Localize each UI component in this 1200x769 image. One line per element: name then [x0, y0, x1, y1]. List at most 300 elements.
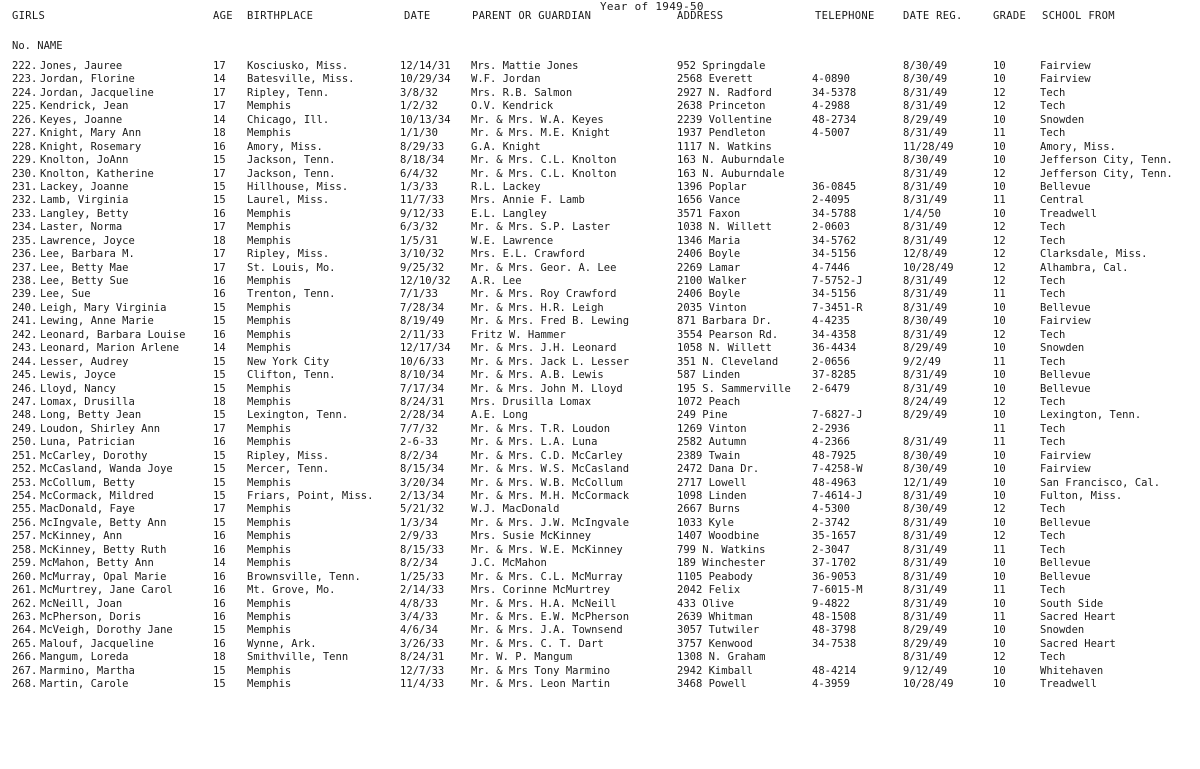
student-age: 17 [213, 100, 226, 113]
birthplace: Lexington, Tenn. [247, 409, 349, 422]
student-name: Jones, Jauree [40, 60, 123, 72]
school-from: Fulton, Miss. [1040, 490, 1123, 502]
birth-date: 2/14/33 [400, 584, 445, 597]
grade: 12 [993, 167, 1006, 180]
address: 2582 Autumn [677, 436, 747, 449]
school-from: Jefferson City, Tenn. [1040, 154, 1173, 167]
birth-date: 12/7/33 [400, 664, 445, 677]
page-title-year: Year of 1949-50 [600, 0, 704, 13]
date-registered: 9/12/49 [903, 664, 948, 677]
table-row [0, 638, 1200, 651]
row-number: 254. [12, 490, 38, 502]
row-number: 235. [12, 234, 38, 247]
header-parent: PARENT OR GUARDIAN [472, 10, 592, 22]
birth-date: 7/17/34 [400, 382, 445, 395]
grade: 10 [993, 463, 1006, 476]
birth-date: 3/26/33 [400, 637, 445, 650]
birth-date: 9/12/33 [400, 207, 445, 220]
grade: 11 [993, 422, 1006, 435]
row-number: 240. [12, 301, 38, 314]
table-row [0, 383, 1200, 396]
date-registered: 8/31/49 [903, 100, 948, 113]
student-name: McMahon, Betty Ann [40, 557, 154, 570]
student-age: 14 [213, 342, 226, 355]
telephone: 2-3742 [812, 516, 850, 529]
student-age: 17 [213, 167, 226, 180]
grade: 10 [993, 301, 1006, 314]
birthplace: Memphis [247, 207, 292, 220]
row-number: 249. [12, 422, 38, 435]
address: 3057 Tutwiler [677, 624, 760, 637]
birthplace: Memphis [247, 597, 292, 610]
school-from: Bellevue [1040, 301, 1091, 314]
address: 1117 N. Watkins [677, 140, 772, 153]
student-name: MacDonald, Faye [40, 503, 135, 516]
table-row [0, 544, 1200, 557]
address: 1396 Poplar [677, 180, 747, 193]
telephone: 7-6827-J [812, 409, 863, 422]
student-name: McCollum, Betty [40, 476, 135, 489]
school-from: Fairview [1040, 73, 1091, 86]
student-age: 15 [213, 154, 226, 167]
address: 1033 Kyle [677, 516, 734, 529]
address: 2638 Princeton [677, 100, 766, 113]
birth-date: 3/20/34 [400, 476, 445, 489]
school-from: Tech [1040, 127, 1066, 140]
student-age: 15 [213, 476, 226, 489]
student-age: 16 [213, 328, 226, 341]
parent-guardian: Mr. & Mrs. C.L. McMurray [471, 570, 623, 583]
date-registered: 8/31/49 [903, 490, 948, 502]
address: 2942 Kimball [677, 664, 753, 677]
row-number: 238. [12, 275, 38, 287]
student-age: 15 [213, 664, 226, 677]
telephone: 36-4434 [812, 342, 857, 355]
telephone: 2-3047 [812, 543, 850, 556]
school-from: Sacred Heart [1040, 637, 1116, 650]
grade: 10 [993, 664, 1006, 677]
date-registered: 8/31/49 [903, 301, 948, 314]
birthplace: Jackson, Tenn. [247, 154, 336, 167]
telephone: 34-5788 [812, 207, 857, 220]
address: 433 Olive [677, 597, 734, 610]
birthplace: Memphis [247, 436, 292, 449]
row-number: 229. [12, 154, 38, 167]
date-registered: 8/31/49 [903, 610, 948, 623]
telephone: 34-5762 [812, 234, 857, 247]
parent-guardian: Mr. W. P. Mangum [471, 651, 573, 664]
parent-guardian: Mrs. Drusilla Lomax [471, 395, 592, 408]
school-from: Whitehaven [1040, 664, 1104, 677]
date-registered: 8/31/49 [903, 234, 948, 247]
parent-guardian: Mrs. Susie McKinney [471, 530, 592, 543]
student-name: McCormack, Mildred [40, 490, 154, 502]
school-from: Bellevue [1040, 570, 1091, 583]
parent-guardian: Mr. & Mrs Tony Marmino [471, 664, 611, 677]
table-row [0, 490, 1200, 503]
table-row [0, 571, 1200, 584]
birth-date: 12/17/34 [400, 342, 451, 355]
parent-guardian: Mr. & Mrs. C.L. Knolton [471, 167, 617, 180]
birth-date: 2/11/33 [400, 328, 445, 341]
date-registered: 8/31/49 [903, 167, 948, 180]
grade: 12 [993, 234, 1006, 247]
table-row [0, 477, 1200, 490]
birth-date: 7/7/32 [400, 422, 438, 435]
student-age: 14 [213, 113, 226, 126]
telephone: 7-3451-R [812, 301, 863, 314]
grade: 12 [993, 503, 1006, 516]
row-number: 262. [12, 597, 38, 610]
parent-guardian: W.F. Jordan [471, 73, 541, 86]
telephone: 48-4214 [812, 664, 857, 677]
student-age: 18 [213, 651, 226, 664]
address: 2717 Lowell [677, 476, 747, 489]
grade: 11 [993, 610, 1006, 623]
parent-guardian: Mr. & Mrs. J.W. McIngvale [471, 516, 630, 529]
row-number: 223. [12, 73, 38, 86]
birthplace: Ripley, Miss. [247, 449, 330, 462]
birth-date: 11/4/33 [400, 678, 445, 691]
school-from: Central [1040, 194, 1085, 207]
date-registered: 8/30/49 [903, 503, 948, 516]
student-name: Lee, Barbara M. [40, 248, 135, 261]
table-row [0, 141, 1200, 154]
telephone: 36-9053 [812, 570, 857, 583]
address: 3757 Kenwood [677, 637, 753, 650]
telephone: 48-2734 [812, 113, 857, 126]
address: 163 N. Auburndale [677, 154, 785, 167]
birthplace: Memphis [247, 382, 292, 395]
address: 2667 Burns [677, 503, 741, 516]
parent-guardian: Mr. & Mrs. C.L. Knolton [471, 154, 617, 167]
parent-guardian: Mr. & Mrs. L.A. Luna [471, 436, 598, 449]
birth-date: 8/15/33 [400, 543, 445, 556]
table-row [0, 329, 1200, 342]
grade: 11 [993, 436, 1006, 449]
table-row [0, 275, 1200, 288]
student-age: 16 [213, 570, 226, 583]
row-number: 230. [12, 167, 38, 180]
address: 2472 Dana Dr. [677, 463, 760, 476]
birthplace: Memphis [247, 221, 292, 234]
table-row [0, 436, 1200, 449]
table-row [0, 208, 1200, 221]
address: 2406 Boyle [677, 288, 741, 301]
grade: 10 [993, 409, 1006, 422]
school-from: Snowden [1040, 342, 1085, 355]
date-registered: 8/31/49 [903, 436, 948, 449]
school-from: Clarksdale, Miss. [1040, 248, 1148, 261]
date-registered: 8/31/49 [903, 530, 948, 543]
grade: 10 [993, 449, 1006, 462]
student-age: 16 [213, 584, 226, 597]
birthplace: Laurel, Miss. [247, 194, 330, 207]
school-from: Fairview [1040, 60, 1091, 72]
birthplace: St. Louis, Mo. [247, 261, 336, 274]
student-name: Marmino, Martha [40, 664, 135, 677]
row-number: 245. [12, 369, 38, 382]
table-row [0, 154, 1200, 167]
address: 1656 Vance [677, 194, 741, 207]
table-row [0, 678, 1200, 691]
table-row [0, 611, 1200, 624]
address: 1072 Peach [677, 395, 741, 408]
grade: 10 [993, 369, 1006, 382]
date-registered: 12/8/49 [903, 248, 948, 261]
student-age: 15 [213, 301, 226, 314]
birthplace: Memphis [247, 610, 292, 623]
date-registered: 8/31/49 [903, 275, 948, 287]
student-age: 16 [213, 288, 226, 301]
grade: 12 [993, 86, 1006, 99]
date-registered: 8/31/49 [903, 382, 948, 395]
birthplace: Memphis [247, 301, 292, 314]
date-registered: 12/1/49 [903, 476, 948, 489]
student-age: 15 [213, 369, 226, 382]
school-from: Tech [1040, 543, 1066, 556]
birth-date: 12/10/32 [400, 275, 451, 287]
row-number: 241. [12, 315, 38, 328]
row-number: 237. [12, 261, 38, 274]
birth-date: 7/1/33 [400, 288, 438, 301]
grade: 10 [993, 624, 1006, 637]
grade: 10 [993, 180, 1006, 193]
telephone: 4-3959 [812, 678, 850, 691]
parent-guardian: Mr. & Mrs. W.A. Keyes [471, 113, 604, 126]
row-number: 261. [12, 584, 38, 597]
table-row [0, 409, 1200, 422]
row-number: 248. [12, 409, 38, 422]
parent-guardian: Mr. & Mrs. S.P. Laster [471, 221, 611, 234]
birth-date: 10/29/34 [400, 73, 451, 86]
birth-date: 8/10/34 [400, 369, 445, 382]
school-from: Fairview [1040, 315, 1091, 328]
header-girls: GIRLS [12, 10, 46, 22]
school-from: Lexington, Tenn. [1040, 409, 1142, 422]
row-number: 233. [12, 207, 38, 220]
student-age: 17 [213, 422, 226, 435]
student-name: Loudon, Shirley Ann [40, 422, 161, 435]
student-name: McNeill, Joan [40, 597, 123, 610]
row-number: 250. [12, 436, 38, 449]
student-name: Lawrence, Joyce [40, 234, 135, 247]
grade: 12 [993, 651, 1006, 664]
student-name: Knight, Mary Ann [40, 127, 142, 140]
student-name: Knight, Rosemary [40, 140, 142, 153]
date-registered: 10/28/49 [903, 678, 954, 691]
parent-guardian: Mr. & Mrs. Geor. A. Lee [471, 261, 617, 274]
student-age: 15 [213, 409, 226, 422]
date-registered: 10/28/49 [903, 261, 954, 274]
address: 1346 Maria [677, 234, 741, 247]
telephone: 7-6015-M [812, 584, 863, 597]
date-registered: 9/2/49 [903, 355, 941, 368]
school-from: Bellevue [1040, 516, 1091, 529]
student-name: Lomax, Drusilla [40, 395, 135, 408]
grade: 10 [993, 516, 1006, 529]
grade: 10 [993, 342, 1006, 355]
birthplace: Memphis [247, 342, 292, 355]
school-from: Bellevue [1040, 180, 1091, 193]
telephone: 2-0603 [812, 221, 850, 234]
school-from: Tech [1040, 86, 1066, 99]
address: 3554 Pearson Rd. [677, 328, 779, 341]
header-date-reg: DATE REG. [903, 10, 963, 22]
school-from: Snowden [1040, 624, 1085, 637]
table-row [0, 235, 1200, 248]
parent-guardian: Mr. & Mrs. M.H. McCormack [471, 490, 630, 502]
school-from: Fairview [1040, 449, 1091, 462]
birthplace: Memphis [247, 422, 292, 435]
birth-date: 1/2/32 [400, 100, 438, 113]
birth-date: 8/24/31 [400, 651, 445, 664]
row-number: 255. [12, 503, 38, 516]
telephone: 34-7538 [812, 637, 857, 650]
parent-guardian: Mr. & Mrs. H.R. Leigh [471, 301, 604, 314]
student-name: Lloyd, Nancy [40, 382, 116, 395]
school-from: Tech [1040, 422, 1066, 435]
birthplace: Jackson, Tenn. [247, 167, 336, 180]
parent-guardian: Mr. & Mrs. C. T. Dart [471, 637, 604, 650]
student-name: Leonard, Marion Arlene [40, 342, 180, 355]
school-from: Snowden [1040, 113, 1085, 126]
student-name: Lackey, Joanne [40, 180, 129, 193]
student-name: McIngvale, Betty Ann [40, 516, 167, 529]
birthplace: Brownsville, Tenn. [247, 570, 361, 583]
birthplace: Memphis [247, 234, 292, 247]
date-registered: 8/29/49 [903, 624, 948, 637]
student-name: Malouf, Jacqueline [40, 637, 154, 650]
birthplace: Memphis [247, 664, 292, 677]
birthplace: Memphis [247, 557, 292, 570]
address: 2042 Felix [677, 584, 741, 597]
student-age: 15 [213, 194, 226, 207]
table-row [0, 127, 1200, 140]
student-name: Lamb, Virginia [40, 194, 129, 207]
row-number: 225. [12, 100, 38, 113]
birthplace: Memphis [247, 476, 292, 489]
telephone: 37-1702 [812, 557, 857, 570]
birth-date: 1/25/33 [400, 570, 445, 583]
telephone: 37-8285 [812, 369, 857, 382]
row-number: 268. [12, 678, 38, 691]
row-number: 246. [12, 382, 38, 395]
date-registered: 8/31/49 [903, 221, 948, 234]
birth-date: 12/14/31 [400, 60, 451, 72]
date-registered: 11/28/49 [903, 140, 954, 153]
birth-date: 2/9/33 [400, 530, 438, 543]
telephone: 35-1657 [812, 530, 857, 543]
school-from: Tech [1040, 328, 1066, 341]
student-age: 17 [213, 221, 226, 234]
table-row [0, 168, 1200, 181]
telephone: 4-5300 [812, 503, 850, 516]
student-age: 14 [213, 557, 226, 570]
birth-date: 6/4/32 [400, 167, 438, 180]
header-address: ADDRESS [677, 10, 724, 22]
student-age: 15 [213, 382, 226, 395]
table-row [0, 194, 1200, 207]
telephone: 4-0890 [812, 73, 850, 86]
student-name: McCarley, Dorothy [40, 449, 148, 462]
student-name: Lee, Betty Mae [40, 261, 129, 274]
address: 2035 Vinton [677, 301, 747, 314]
student-name: McVeigh, Dorothy Jane [40, 624, 173, 637]
parent-guardian: Mr. & Mrs. Leon Martin [471, 678, 611, 691]
row-number: 227. [12, 127, 38, 140]
school-from: Tech [1040, 395, 1066, 408]
student-age: 16 [213, 637, 226, 650]
address: 3571 Faxon [677, 207, 741, 220]
grade: 12 [993, 395, 1006, 408]
header-telephone: TELEPHONE [815, 10, 875, 22]
row-number: 251. [12, 449, 38, 462]
row-number: 260. [12, 570, 38, 583]
birth-date: 8/2/34 [400, 557, 438, 570]
birthplace: Ripley, Tenn. [247, 86, 330, 99]
parent-guardian: Mr. & Mrs. Fred B. Lewing [471, 315, 630, 328]
table-row [0, 181, 1200, 194]
student-age: 16 [213, 275, 226, 287]
address: 249 Pine [677, 409, 728, 422]
parent-guardian: Mr. & Mrs. A.B. Lewis [471, 369, 604, 382]
birth-date: 11/7/33 [400, 194, 445, 207]
school-from: San Francisco, Cal. [1040, 476, 1161, 489]
parent-guardian: R.L. Lackey [471, 180, 541, 193]
student-age: 16 [213, 207, 226, 220]
student-age: 17 [213, 248, 226, 261]
student-age: 16 [213, 543, 226, 556]
table-row [0, 87, 1200, 100]
date-registered: 8/31/49 [903, 584, 948, 597]
header-birthplace: BIRTHPLACE [247, 10, 314, 22]
address: 2406 Boyle [677, 248, 741, 261]
date-registered: 8/30/49 [903, 73, 948, 86]
address: 1038 N. Willett [677, 221, 772, 234]
table-row [0, 423, 1200, 436]
grade: 11 [993, 194, 1006, 207]
birth-date: 10/6/33 [400, 355, 445, 368]
grade: 10 [993, 678, 1006, 691]
date-registered: 8/31/49 [903, 369, 948, 382]
school-from: Tech [1040, 234, 1066, 247]
address: 1269 Vinton [677, 422, 747, 435]
school-from: Tech [1040, 503, 1066, 516]
birthplace: Memphis [247, 530, 292, 543]
row-number: 234. [12, 221, 38, 234]
parent-guardian: G.A. Knight [471, 140, 541, 153]
telephone: 34-5156 [812, 288, 857, 301]
row-number: 222. [12, 60, 38, 72]
parent-guardian: O.V. Kendrick [471, 100, 554, 113]
school-from: Tech [1040, 288, 1066, 301]
school-from: Tech [1040, 651, 1066, 664]
telephone: 2-0656 [812, 355, 850, 368]
parent-guardian: W.J. MacDonald [471, 503, 560, 516]
table-row [0, 584, 1200, 597]
telephone: 48-1508 [812, 610, 857, 623]
table-row [0, 248, 1200, 261]
student-name: Keyes, Joanne [40, 113, 123, 126]
date-registered: 8/24/49 [903, 395, 948, 408]
telephone: 2-2936 [812, 422, 850, 435]
student-age: 16 [213, 436, 226, 449]
student-name: Langley, Betty [40, 207, 129, 220]
address: 2639 Whitman [677, 610, 753, 623]
birthplace: Memphis [247, 543, 292, 556]
student-age: 18 [213, 395, 226, 408]
